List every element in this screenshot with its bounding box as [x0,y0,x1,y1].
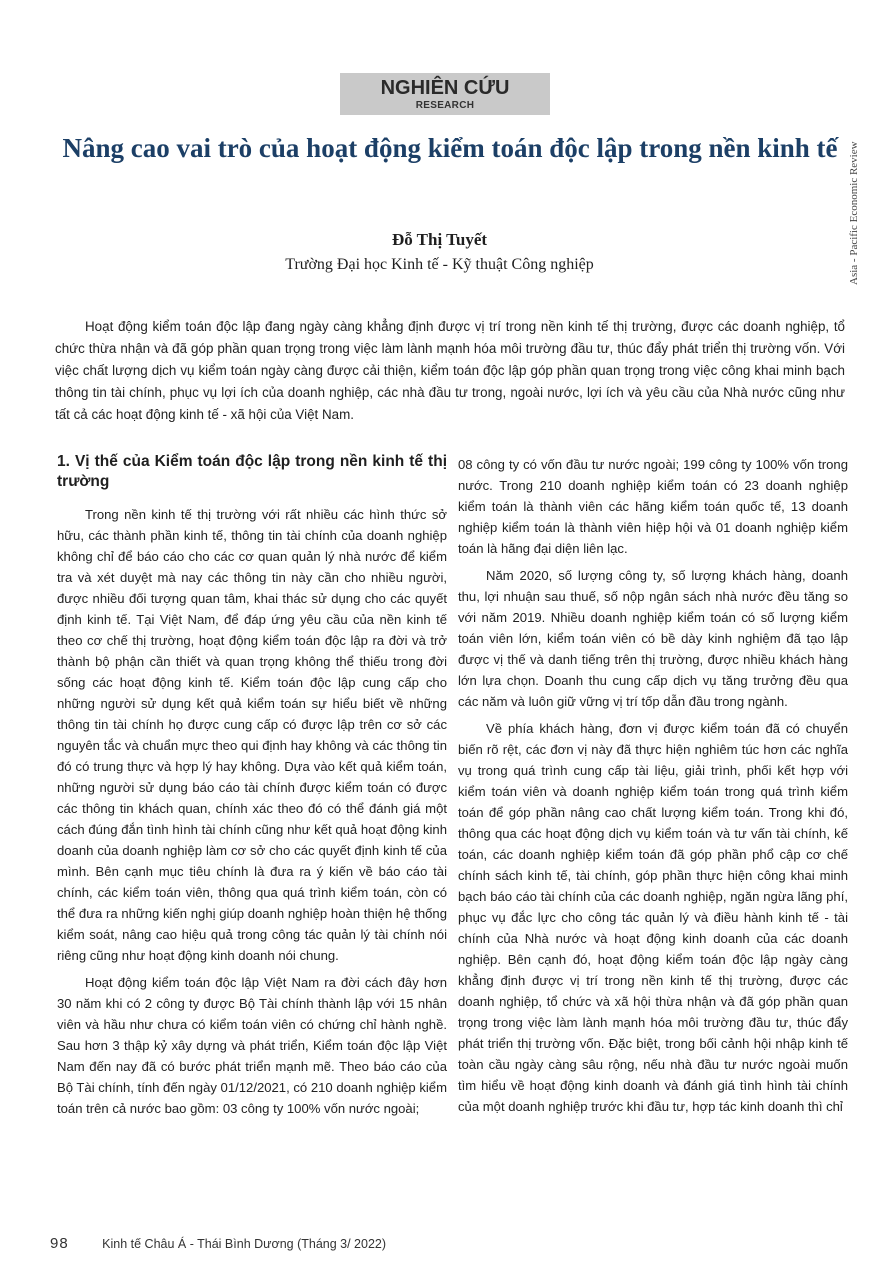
section-label-vi: NGHIÊN CỨU [380,77,510,99]
paragraph: 08 công ty có vốn đầu tư nước ngoài; 199 công ty 100% vốn trong nước. Trong 210 doanh nghiệp kiểm toán có 23 doanh nghiệp kiểm toán là thành viên các hãng kiểm toán quốc tế, 13 doanh nghiệp kiểm toán là thành viên hiệp hội và 01 doanh nghiệp kiểm toán là hãng đại diện liên lạc. [458,457,848,556]
article-title: Nâng cao vai trò của hoạt động kiểm toán độc lập trong nền kinh tế [62,133,838,163]
right-column [458,454,848,1123]
section-heading: 1. Vị thế của Kiểm toán độc lập trong nền kinh tế thị trường [57,453,447,490]
paragraph: Hoạt động kiểm toán độc lập Việt Nam ra đời cách đây hơn 30 năm khi có 2 công ty được Bộ Tài chính thành lập với 15 nhân viên và hầu như chưa có kiểm toán viên có chứng chỉ hành nghề. Sau hơn 3 thập kỷ xây dựng và phát triển, Kiểm toán độc lập Việt Nam đến nay đã có bước phát triển mạnh mẽ. Theo báo cáo của Bộ Tài chính, tính đến ngày 01/12/2021, có 210 doanh nghiệp kiểm toán trên cả nước bao gồm: 03 công ty 100% vốn nước ngoài; [57,975,447,1116]
author-affiliation: Trường Đại học Kinh tế - Kỹ thuật Công nghiệp [285,256,594,273]
page-number: 98 [50,1235,69,1252]
section-label-en: RESEARCH [415,100,475,111]
journal-side-label: Asia - Pacific Economic Review [848,141,860,285]
section-tag [340,73,550,115]
paragraph: Trong nền kinh tế thị trường với rất nhiều các hình thức sở hữu, các thành phần kinh tế, thông tin tài chính của doanh nghiệp không chỉ để báo cáo cho các cơ quan quản lý nhà nước để kiểm tra và xét duyệt mà nay các thông tin này cần cho nhiều người, được nhiều đối tượng quan tâm, khai thác sử dụng cho các quyết định kinh tế. Tại Việt Nam, để đáp ứng yêu cầu của nền kinh tế theo cơ chế thị trường, hoạt động kiểm toán độc lập ra đời và trở thành bộ phận cần thiết và quan trọng không thể thiếu trong đời sống các hoạt động kinh tế. Kiểm toán độc lập cung cấp cho những người sử dụng kết quả kiểm toán sự hiểu biết về những thông tin tài chính họ được cung cấp có được lập trên cơ sở các nguyên tắc và chuẩn mực theo qui định hay không và các thông tin đó có trung thực và hợp lý hay không. Dựa vào kết quả kiểm toán, những người sử dụng báo cáo tài chính được kiểm toán có được các thông tin khách quan, chính xác theo đó có thể đánh giá một cách đúng đắn tình hình tài chính cũng như kết quả hoạt động kinh doanh của doanh nghiệp làm cơ sở cho các quyết định kinh tế của mình. Bên cạnh mục tiêu chính là đưa ra ý kiến về báo cáo tài chính, các kiểm toán viên, thông qua quá trình kiểm toán, còn có thể đưa ra những kiến nghị giúp doanh nghiệp hoàn thiện hệ thống kiểm soát, nâng cao hiệu quả trong công tác quản lý tài chính nói riêng cũng như hoạt động kinh doanh nói chung. [57,507,447,963]
journal-issue: Kinh tế Châu Á - Thái Bình Dương (Tháng 3/ 2022) [102,1237,387,1251]
paragraph: Năm 2020, số lượng công ty, số lượng khách hàng, doanh thu, lợi nhuận sau thuế, số nộp ngân sách nhà nước đều tăng so với năm 2019. Nhiều doanh nghiệp kiểm toán có số lượng kiểm toán viên lớn, kiểm toán viên có bề dày kinh nghiệm đã tạo lập được vị thế và danh tiếng trên thị trường, được nhiều khách hàng lớn lựa chọn. Doanh thu cung cấp dịch vụ tăng trưởng đều qua các năm và luôn giữ vững vị trí tốp dẫn đầu trong ngành. [458,568,848,709]
article-abstract: Hoạt động kiểm toán độc lập đang ngày càng khẳng định được vị trí trong nền kinh tế thị trường, được các doanh nghiệp, tổ chức thừa nhận và đã góp phần quan trọng trong việc làm lành mạnh hóa môi trường đầu tư, thúc đẩy phát triển thị trường vốn. Với việc chất lượng dịch vụ kiểm toán ngày càng được cải thiện, kiểm toán độc lập góp phần quan trọng trong việc công khai minh bạch thông tin tài chính, phục vụ lợi ích của doanh nghiệp, các nhà đầu tư trong, ngoài nước, lợi ích và yêu cầu của Nhà nước cũng như tất cả các hoạt động kinh tế - xã hội của Việt Nam. [55,319,845,422]
left-column [57,452,447,1125]
page-footer [50,1235,386,1252]
article-author: Đỗ Thị Tuyết [391,230,488,249]
paragraph: Về phía khách hàng, đơn vị được kiểm toán đã có chuyển biến rõ rệt, các đơn vị này đã thực hiện nghiêm túc hơn các nghĩa vụ trong quá trình cung cấp tài liệu, giải trình, phối kết hợp với kiểm toán viên và doanh nghiệp kiểm toán trong quá trình kiểm toán để góp phần nâng cao chất lượng kiểm toán. Trong khi đó, thông qua các hoạt động dịch vụ kiểm toán và tư vấn tài chính, kế toán, các doanh nghiệp kiểm toán đã góp phần phổ cập cơ chế chính sách kinh tế, tài chính, góp phần thực hiện công khai minh bạch báo cáo tài chính của các doanh nghiệp, ngăn ngừa lãng phí, phục vụ đắc lực cho công tác quản lý và điều hành kinh tế - tài chính của Nhà nước và hoạt động kinh doanh của các doanh nghiệp. Bên cạnh đó, hoạt động kiểm toán độc lập ngày càng khẳng định được vị trí trong nền kinh tế thị trường, được các doanh nghiệp, tổ chức và xã hội thừa nhận và đã góp phần quan trọng trong việc làm lành mạnh hóa môi trường đầu tư, thúc đẩy phát triển thị trường vốn. Đặc biệt, trong bối cảnh hội nhập kinh tế toàn cầu ngày càng sâu rộng, nếu nhà đầu tư nước ngoài muốn tìm hiểu về hoạt động kinh doanh và đánh giá tình hình tài chính của một doanh nghiệp trước khi đầu tư, hợp tác kinh doanh thì chỉ [458,721,848,1114]
